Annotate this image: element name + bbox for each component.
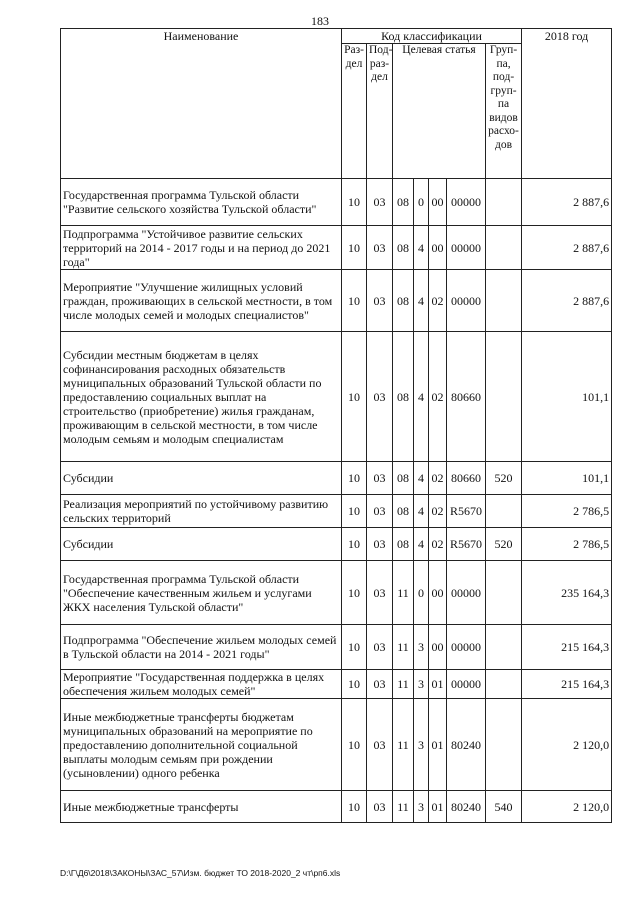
table-row [61,270,612,332]
row-name: Государственная программа Тульской области "Развитие сельского хозяйства Тульской области" [61,179,342,226]
row-amount: 215 164,3 [522,625,612,670]
row-subprogram-code: 0 [414,561,429,625]
row-amount: 2 120,0 [522,699,612,791]
row-amount: 2 786,5 [522,495,612,528]
row-section: 10 [342,625,367,670]
row-expense-group [486,226,522,270]
row-subsection: 03 [367,670,393,699]
row-section: 10 [342,495,367,528]
header-name: Наименование [61,29,342,179]
row-direction-code: 00000 [447,179,486,226]
row-direction-code: 80660 [447,332,486,462]
row-expense-group [486,495,522,528]
row-subsection: 03 [367,791,393,823]
row-expense-group [486,179,522,226]
row-name: Мероприятие "Улучшение жилищных условий граждан, проживающих в сельской местности, в том числе молодых семей и молодых специалистов" [61,270,342,332]
row-direction-code: 00000 [447,561,486,625]
row-activity-code: 01 [429,791,447,823]
table-row [61,625,612,670]
row-name: Подпрограмма "Устойчивое развитие сельских территорий на 2014 - 2017 годы и на период до 2021 года" [61,226,342,270]
row-program-code: 08 [393,226,414,270]
table-row [61,495,612,528]
row-activity-code: 01 [429,699,447,791]
row-section: 10 [342,332,367,462]
row-subsection: 03 [367,561,393,625]
table-row [61,462,612,495]
header-section: Раз- дел [342,44,367,179]
row-subsection: 03 [367,625,393,670]
row-activity-code: 02 [429,528,447,561]
row-amount: 101,1 [522,332,612,462]
row-program-code: 11 [393,561,414,625]
row-subsection: 03 [367,699,393,791]
row-subsection: 03 [367,179,393,226]
row-activity-code: 00 [429,625,447,670]
row-subprogram-code: 4 [414,332,429,462]
row-section: 10 [342,699,367,791]
row-subprogram-code: 4 [414,226,429,270]
row-name: Субсидии [61,528,342,561]
table-row [61,528,612,561]
table-row [61,332,612,462]
row-expense-group: 520 [486,462,522,495]
row-amount: 2 120,0 [522,791,612,823]
row-activity-code: 00 [429,226,447,270]
row-expense-group [486,270,522,332]
page-number: 183 [311,14,329,28]
row-activity-code: 00 [429,179,447,226]
row-subprogram-code: 4 [414,462,429,495]
row-subprogram-code: 3 [414,699,429,791]
row-section: 10 [342,270,367,332]
table-row [61,179,612,226]
table-body [61,179,612,823]
row-amount: 2 887,6 [522,270,612,332]
row-amount: 2 786,5 [522,528,612,561]
row-program-code: 11 [393,699,414,791]
row-activity-code: 02 [429,270,447,332]
row-activity-code: 02 [429,332,447,462]
row-subprogram-code: 0 [414,179,429,226]
row-section: 10 [342,670,367,699]
table-row [61,226,612,270]
row-section: 10 [342,179,367,226]
row-amount: 235 164,3 [522,561,612,625]
row-amount: 2 887,6 [522,226,612,270]
row-section: 10 [342,462,367,495]
row-expense-group: 540 [486,791,522,823]
row-name: Субсидии [61,462,342,495]
row-subprogram-code: 4 [414,495,429,528]
header-expense-group: Груп- па, под- груп- па видов расхо- дов [486,44,522,179]
row-expense-group: 520 [486,528,522,561]
row-section: 10 [342,791,367,823]
header-classification: Код классификации [342,29,522,44]
row-direction-code: 80660 [447,462,486,495]
row-section: 10 [342,528,367,561]
row-direction-code: 80240 [447,699,486,791]
row-expense-group [486,332,522,462]
row-section: 10 [342,561,367,625]
table-row [61,699,612,791]
row-program-code: 08 [393,495,414,528]
row-program-code: 11 [393,670,414,699]
row-direction-code: R5670 [447,528,486,561]
row-program-code: 11 [393,625,414,670]
row-amount: 101,1 [522,462,612,495]
row-name: Субсидии местным бюджетам в целях софинансирования расходных обязательств муниципальных образований Тульской области по предоставлению социальных выплат на строительство (приобретение) жилья гражданам, проживающим в сельской местности, в том числе молодым семьям и молодым специалистам [61,332,342,462]
row-program-code: 08 [393,270,414,332]
row-activity-code: 02 [429,462,447,495]
budget-table [60,28,612,823]
row-expense-group [486,699,522,791]
table-row [61,791,612,823]
row-activity-code: 02 [429,495,447,528]
row-activity-code: 00 [429,561,447,625]
row-expense-group [486,670,522,699]
row-program-code: 08 [393,332,414,462]
row-name: Иные межбюджетные трансферты [61,791,342,823]
row-direction-code: 00000 [447,270,486,332]
row-program-code: 08 [393,179,414,226]
row-subprogram-code: 4 [414,270,429,332]
row-name: Реализация мероприятий по устойчивому развитию сельских территорий [61,495,342,528]
row-direction-code: R5670 [447,495,486,528]
row-direction-code: 00000 [447,625,486,670]
row-subsection: 03 [367,332,393,462]
header-subsection: Под- раз- дел [367,44,393,179]
row-program-code: 11 [393,791,414,823]
table-row [61,561,612,625]
row-direction-code: 00000 [447,226,486,270]
row-name: Мероприятие "Государственная поддержка в целях обеспечения жильем молодых семей" [61,670,342,699]
header-target-article: Целевая статья [393,44,486,179]
header-row-top [61,29,612,44]
row-amount: 2 887,6 [522,179,612,226]
row-subsection: 03 [367,528,393,561]
row-subprogram-code: 3 [414,670,429,699]
row-direction-code: 00000 [447,670,486,699]
row-section: 10 [342,226,367,270]
row-expense-group [486,561,522,625]
row-amount: 215 164,3 [522,670,612,699]
row-expense-group [486,625,522,670]
header-year: 2018 год [522,29,612,179]
row-direction-code: 80240 [447,791,486,823]
table-row [61,670,612,699]
row-name: Подпрограмма "Обеспечение жильем молодых семей в Тульской области на 2014 - 2021 годы" [61,625,342,670]
row-name: Иные межбюджетные трансферты бюджетам муниципальных образований на мероприятие по предоставлению дополнительной социальной выплаты молодым семьям при рождении (усыновлении) одного ребенка [61,699,342,791]
row-program-code: 08 [393,528,414,561]
row-activity-code: 01 [429,670,447,699]
row-subprogram-code: 3 [414,625,429,670]
row-program-code: 08 [393,462,414,495]
row-subsection: 03 [367,495,393,528]
row-name: Государственная программа Тульской области "Обеспечение качественным жильем и услугами ЖКХ населения Тульской области" [61,561,342,625]
row-subprogram-code: 4 [414,528,429,561]
row-subprogram-code: 3 [414,791,429,823]
row-subsection: 03 [367,226,393,270]
row-subsection: 03 [367,270,393,332]
file-path-footer: D:\Г\Д6\2018\ЗАКОНЫ\ЗАС_57\Изм. бюджет ТО 2018-2020_2 чт\рп6.xls [60,868,341,878]
row-subsection: 03 [367,462,393,495]
